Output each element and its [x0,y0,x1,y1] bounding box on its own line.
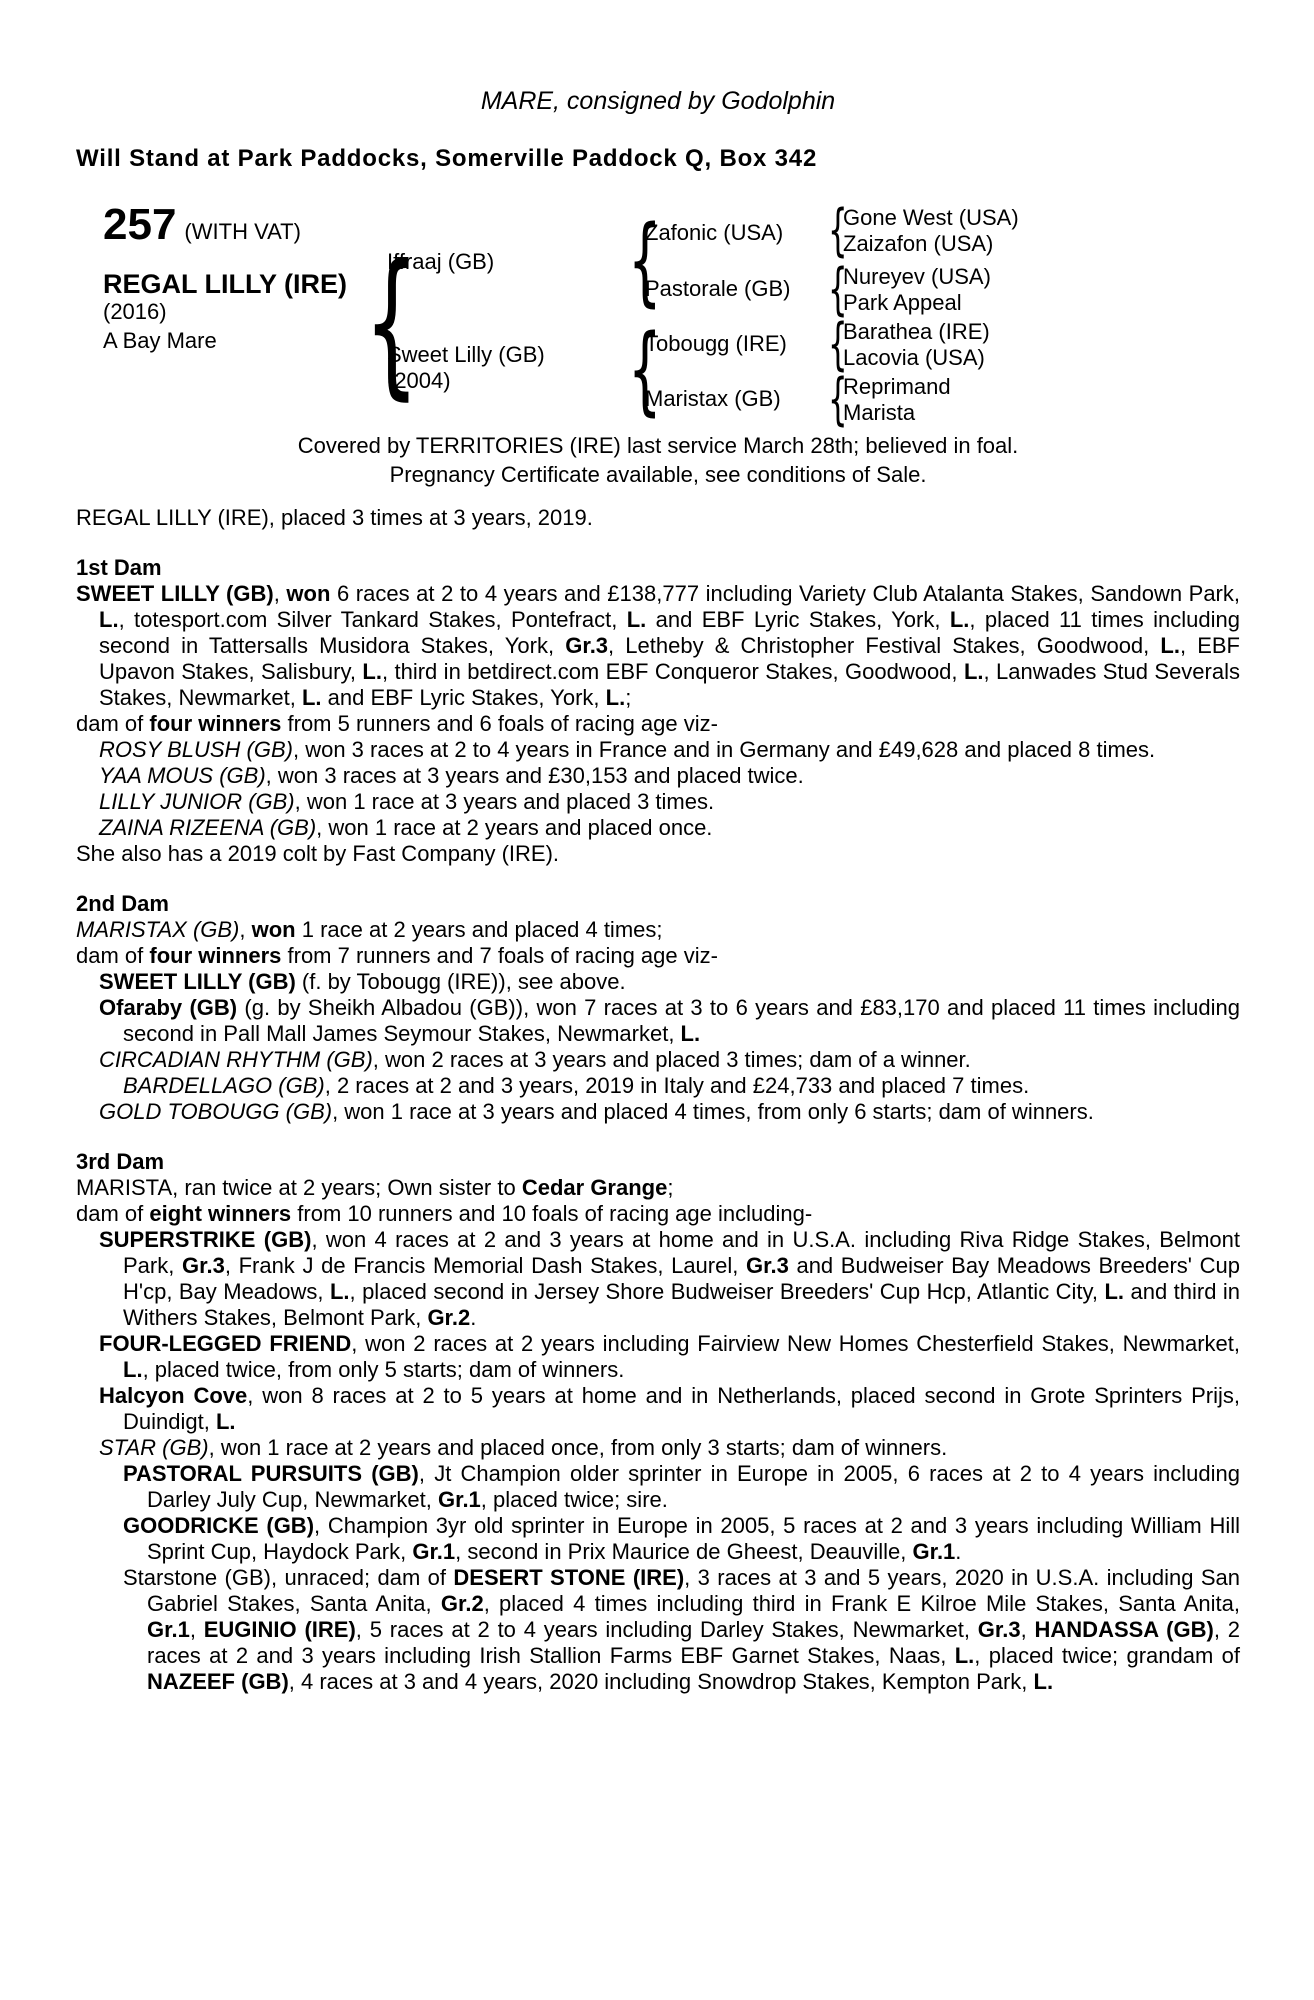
text-run: won [251,917,296,942]
text-run: Gr.1 [437,1487,481,1512]
text-run: , Champion 3yr old sprinter in Europe in 2005, 5 races at 2 and 3 years including William Hill Sprint Cup, Haydock Park, [147,1513,1240,1564]
pedigree-paragraph [99,1047,1240,1073]
text-run: and EBF Lyric Stakes, York, [321,685,606,710]
pedigree-paragraph [99,969,1240,995]
horse-year: (2016) [103,299,167,324]
pedigree-paragraph [76,841,1240,867]
text-run: , Lanwades Stud Severals Stakes, Newmarket, [99,659,1240,710]
pedigree-paragraph [123,1073,1240,1099]
text-run: , 2 races at 2 and 3 years, 2019 in Italy and £24,733 and placed 7 times. [324,1073,1030,1098]
text-run: , won 4 races at 2 and 3 years at home and in U.S.A. including Riva Ridge Stakes, Belmont Park, [123,1227,1240,1278]
great-grandsire-3: Barathea (IRE) [843,319,990,344]
text-run: . [955,1539,962,1564]
text-run: Starstone (GB), unraced; dam of [123,1565,454,1590]
text-run: , won 2 races at 3 years and placed 3 times; dam of a winner. [372,1047,971,1072]
text-run: L. [626,607,647,632]
dam-name: Sweet Lilly (GB) [387,342,545,367]
pedigree-paragraph [123,1461,1240,1513]
covering-line-2: Pregnancy Certificate available, see conditions of Sale. [389,462,927,487]
pedigree-paragraph [76,943,1240,969]
text-run: , won 1 race at 2 years and placed once. [316,815,713,840]
consignment-title: MARE, consigned by Godolphin [480,87,836,115]
text-run: , placed twice; grandam of [974,1643,1240,1668]
pedigree-paragraph [99,789,1240,815]
text-run: PASTORAL PURSUITS (GB) [123,1461,419,1486]
text-run: , Jt Champion older sprinter in Europe in 2005, 6 races at 2 to 4 years including Darley July Cup, Newmarket, [147,1461,1241,1512]
text-run: four winners [149,711,282,736]
text-run: Gr.2 [440,1591,484,1616]
horse-description: A Bay Mare [103,328,217,353]
text-run: , won 1 race at 3 years and placed 4 times, from only 6 starts; dam of winners. [332,1099,1094,1124]
text-run: She also has a 2019 colt by Fast Company (IRE). [76,841,560,866]
text-run: , placed twice, from only 5 starts; dam of winners. [142,1357,625,1382]
text-run: L. [605,685,626,710]
text-run: , [1020,1617,1035,1642]
text-run: MARISTA, ran twice at 2 years; Own sister to [76,1175,522,1200]
lot-vat-note: (WITH VAT) [184,219,301,244]
text-run: NAZEEF (GB) [147,1669,289,1694]
text-run: GOLD TOBOUGG (GB) [99,1099,333,1124]
great-granddam-4: Marista [843,400,916,425]
text-run: , third in betdirect.com EBF Conqueror Stakes, Goodwood, [381,659,964,684]
pedigree-paragraph [76,1175,1240,1201]
text-run: , placed second in Jersey Shore Budweiser Breeders' Cup Hcp, Atlantic City, [349,1279,1105,1304]
text-run: ; [667,1175,674,1200]
text-run: FOUR-LEGGED FRIEND [99,1331,352,1356]
text-run: BARDELLAGO (GB) [123,1073,325,1098]
dam-sire-name: Tobougg (IRE) [645,331,787,356]
text-run: , placed 4 times including third in Frank E Kilroe Mile Stakes, Santa Anita, [483,1591,1240,1616]
text-run: , second in Prix Maurice de Gheest, Deauville, [455,1539,913,1564]
text-run: , placed twice; sire. [480,1487,668,1512]
pedigree-paragraph [123,1565,1240,1695]
text-run: and third in Withers Stakes, Belmont Park, [123,1279,1240,1330]
text-run: L. [99,607,119,632]
text-run: L. [1033,1669,1054,1694]
great-granddam-3: Lacovia (USA) [843,345,985,370]
text-run: CIRCADIAN RHYTHM (GB) [99,1047,373,1072]
pedigree-paragraph [99,763,1240,789]
text-run: , 5 races at 2 to 4 years including Darley Stakes, Newmarket, [355,1617,978,1642]
text-run: L. [1104,1279,1125,1304]
text-run: ROSY BLUSH (GB) [99,737,293,762]
sire-name: Iffraaj (GB) [387,249,495,274]
dam-heading: 2nd Dam [76,891,169,916]
text-run: (f. by Tobougg (IRE)), see above. [295,969,626,994]
pedigree-paragraph [99,1435,1240,1461]
text-run: , [273,581,287,606]
text-run: Ofaraby (GB) [99,995,238,1020]
text-run: 1 race at 2 years and placed 4 times; [295,917,663,942]
great-granddam-1: Zaizafon (USA) [843,231,994,256]
pedigree-paragraph [99,1383,1240,1435]
pedigree-paragraph [76,917,1240,943]
text-run: Halcyon Cove [99,1383,248,1408]
text-run: . [470,1305,477,1330]
text-run: Gr.1 [912,1539,956,1564]
text-run: , 2 races at 2 and 3 years including Irish Stallion Farms EBF Garnet Stakes, Naas, [147,1617,1241,1668]
text-run: Gr.1 [147,1617,190,1642]
text-run: SWEET LILLY (GB) [99,969,296,994]
pedigree-paragraph [99,1227,1240,1331]
pedigree-paragraph [76,1201,1240,1227]
text-run: , placed 11 times including second in Tattersalls Musidora Stakes, York, [99,607,1240,658]
text-run: , won 8 races at 2 to 5 years at home and in Netherlands, placed second in Grote Sprinters Prijs, Duindigt, [123,1383,1240,1434]
text-run: L. [963,659,984,684]
text-run: L. [1160,633,1180,658]
great-grandsire-1: Gone West (USA) [843,205,1019,230]
text-run: , won 1 race at 3 years and placed 3 times. [294,789,715,814]
text-run: , [189,1617,204,1642]
dam-dam-name: Maristax (GB) [645,386,781,411]
text-run: Gr.3 [746,1253,789,1278]
text-run: Gr.3 [182,1253,225,1278]
pedigree-paragraph [99,995,1240,1047]
text-run: YAA MOUS (GB) [99,763,266,788]
pedigree-paragraph [99,1331,1240,1383]
lot-number: 257 [103,200,177,249]
text-run: L. [215,1409,236,1434]
pedigree-paragraph [123,1513,1240,1565]
pedigree-paragraph [99,1099,1240,1125]
text-run: eight winners [149,1201,292,1226]
pedigree-table [76,195,1240,427]
text-run: , totesport.com Silver Tankard Stakes, Pontefract, [118,607,627,632]
text-run: four winners [149,943,282,968]
text-run: , won 3 races at 3 years and £30,153 and placed twice. [265,763,804,788]
text-run: STAR (GB) [99,1435,209,1460]
pedigree-paragraph [99,815,1240,841]
text-run: ; [625,685,632,710]
great-grandsire-2: Nureyev (USA) [843,264,991,289]
pedigree-paragraph [76,711,1240,737]
dam-year: (2004) [387,368,451,393]
text-run: HANDASSA (GB) [1034,1617,1214,1642]
text-run: and Budweiser Bay Meadows Breeders' Cup H'cp, Bay Meadows, [123,1253,1240,1304]
pedigree-paragraph [99,737,1240,763]
text-run: , Letheby & Christopher Festival Stakes, Goodwood, [608,633,1161,658]
text-run: Cedar Grange [521,1175,668,1200]
text-run: , [239,917,252,942]
text-run: won [286,581,331,606]
great-granddam-2: Park Appeal [843,290,962,315]
text-run: 6 races at 2 to 4 years and £138,777 including Variety Club Atalanta Stakes, Sandown Park, [330,581,1240,606]
covering-note [76,431,1240,489]
dam-heading: 3rd Dam [76,1149,165,1174]
race-record: REGAL LILLY (IRE), placed 3 times at 3 years, 2019. [76,505,593,530]
text-run: L. [954,1643,975,1668]
horse-name: REGAL LILLY (IRE) [103,269,348,299]
text-run: GOODRICKE (GB) [123,1513,315,1538]
great-grandsire-4: Reprimand [843,374,951,399]
text-run: L. [362,659,382,684]
text-run: MARISTAX (GB) [76,917,240,942]
dam-heading: 1st Dam [76,555,162,580]
sire-sire-name: Zafonic (USA) [645,220,784,245]
pedigree-paragraph [76,581,1240,711]
text-run: from 7 runners and 7 foals of racing age viz- [281,943,718,968]
text-run: L. [949,607,970,632]
lot-line [103,200,301,249]
text-run: Gr.3 [565,633,609,658]
standing-location: Will Stand at Park Paddocks, Somerville Paddock Q, Box 342 [76,145,818,172]
text-run: ZAINA RIZEENA (GB) [99,815,317,840]
text-run: dam of [76,943,150,968]
covering-line-1: Covered by TERRITORIES (IRE) last service March 28th; believed in foal. [297,433,1019,458]
text-run: , won 2 races at 2 years including Fairview New Homes Chesterfield Stakes, Newmarket, [351,1331,1240,1356]
text-run: dam of [76,1201,150,1226]
text-run: LILLY JUNIOR (GB) [99,789,295,814]
sire-dam-name: Pastorale (GB) [645,276,791,301]
text-run: , 4 races at 3 and 4 years, 2020 including Snowdrop Stakes, Kempton Park, [288,1669,1034,1694]
text-run: SWEET LILLY (GB) [76,581,274,606]
text-run: L. [329,1279,350,1304]
text-run: , won 1 race at 2 years and placed once, from only 3 starts; dam of winners. [208,1435,948,1460]
text-run: from 5 runners and 6 foals of racing age viz- [281,711,718,736]
text-run: EUGINIO (IRE) [203,1617,356,1642]
text-run: L. [680,1021,701,1046]
text-run: and EBF Lyric Stakes, York, [646,607,950,632]
text-run: L. [123,1357,143,1382]
text-run: Gr.2 [427,1305,471,1330]
text-run: dam of [76,711,150,736]
text-run: , EBF Upavon Stakes, Salisbury, [99,633,1240,684]
catalog-text [76,555,1240,1695]
text-run: SUPERSTRIKE (GB) [99,1227,312,1252]
text-run: Gr.1 [412,1539,456,1564]
text-run: from 10 runners and 10 foals of racing age including- [291,1201,813,1226]
text-run: (g. by Sheikh Albadou (GB)), won 7 races at 3 to 6 years and £83,170 and placed 11 times including second in Pall Mall James Seymour Stakes, Newmarket, [123,995,1240,1046]
text-run: L. [301,685,322,710]
text-run: , won 3 races at 2 to 4 years in France and in Germany and £49,628 and placed 8 times. [292,737,1156,762]
text-run: Gr.3 [977,1617,1021,1642]
text-run: DESERT STONE (IRE) [453,1565,685,1590]
text-run: , Frank J de Francis Memorial Dash Stakes, Laurel, [224,1253,746,1278]
text-run: , 3 races at 3 and 5 years, 2020 in U.S.A. including San Gabriel Stakes, Santa Anita, [147,1565,1240,1616]
